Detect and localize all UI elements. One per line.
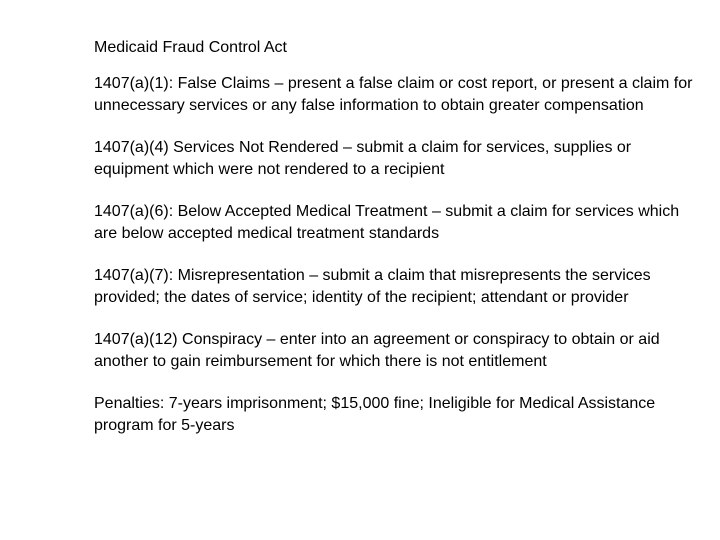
document-title: Medicaid Fraud Control Act bbox=[94, 39, 287, 56]
document-body bbox=[94, 37, 694, 457]
section-misrepresentation: 1407(a)(7): Misrepresentation – submit a claim that misrepresents the services provided; the dates of service; identity of the recipient; attendant or provider bbox=[94, 267, 651, 306]
section-below-accepted-treatment: 1407(a)(6): Below Accepted Medical Treatment – submit a claim for services which are below accepted medical treatment standards bbox=[94, 203, 680, 242]
section-services-not-rendered: 1407(a)(4) Services Not Rendered – submit a claim for services, supplies or equipment which were not rendered to a recipient bbox=[94, 139, 632, 178]
section-conspiracy: 1407(a)(12) Conspiracy – enter into an agreement or conspiracy to obtain or aid another to gain reimbursement for which there is not entitlement bbox=[94, 331, 660, 370]
section-false-claims: 1407(a)(1): False Claims – present a false claim or cost report, or present a claim for unnecessary services or any false information to obtain greater compensation bbox=[94, 75, 693, 114]
section-penalties: Penalties: 7-years imprisonment; $15,000 fine; Ineligible for Medical Assistance program for 5-years bbox=[94, 395, 656, 434]
